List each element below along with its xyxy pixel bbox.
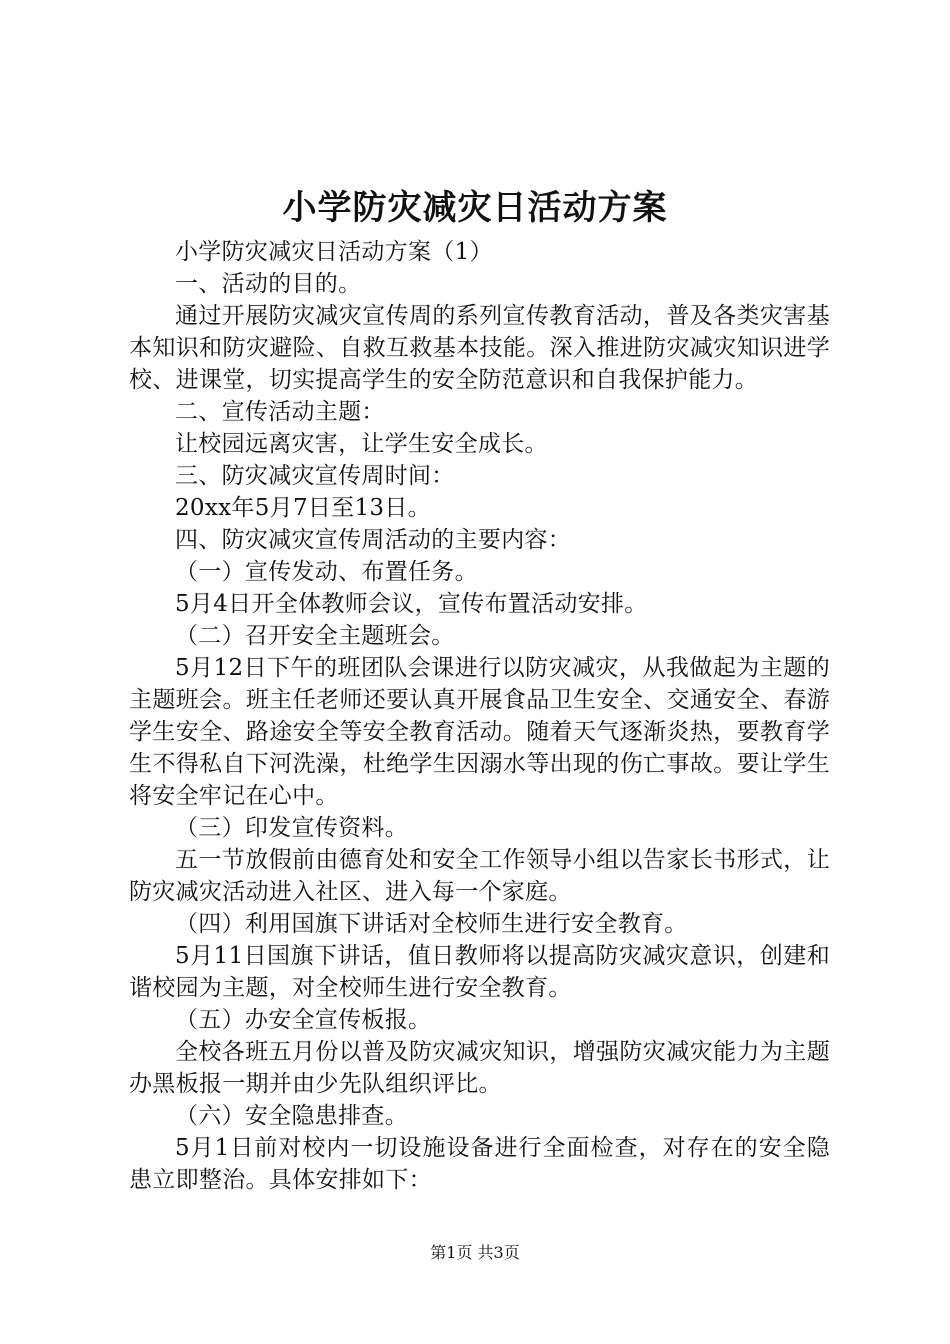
paragraph: 五一节放假前由德育处和安全工作领导小组以告家长书形式，让防灾减灾活动进入社区、进入每一个家庭。 [129, 847, 830, 905]
paragraph: （一）宣传发动、布置任务。 [175, 559, 478, 585]
paragraph: 三、防灾减灾宣传周时间： [175, 463, 455, 489]
document-body [129, 236, 830, 1196]
document-title: 小学防灾减灾日活动方案 [282, 188, 668, 228]
paragraph: 5月4日开全体教师会议，宣传布置活动安排。 [175, 591, 648, 617]
paragraph: 5月12日下午的班团队会课进行以防灾减灾，从我做起为主题的主题班会。班主任老师还要认真开展食品卫生安全、交通安全、春游学生安全、路途安全等安全教育活动。随着天气逐渐炎热，要教育学生不得私自下河洗澡，杜绝学生因溺水等出现的伤亡事故。要让学生将安全牢记在心中。 [129, 655, 830, 809]
paragraph: 小学防灾减灾日活动方案（1） [175, 239, 493, 265]
paragraph: （三）印发宣传资料。 [175, 815, 408, 841]
paragraph: （五）办安全宣传板报。 [175, 1007, 432, 1033]
paragraph: 通过开展防灾减灾宣传周的系列宣传教育活动，普及各类灾害基本知识和防灾避险、自救互救基本技能。深入推进防灾减灾知识进学校、进课堂，切实提高学生的安全防范意识和自我保护能力。 [129, 303, 830, 393]
paragraph: （四）利用国旗下讲话对全校师生进行安全教育。 [175, 911, 688, 937]
paragraph: （二）召开安全主题班会。 [175, 623, 455, 649]
paragraph: 20xx年5月7日至13日。 [175, 495, 431, 521]
paragraph: 四、防灾减灾宣传周活动的主要内容： [175, 527, 572, 553]
page-footer: 第1页 共3页 [430, 1243, 520, 1262]
paragraph: 二、宣传活动主题： [175, 399, 385, 425]
paragraph: 全校各班五月份以普及防灾减灾知识，增强防灾减灾能力为主题办黑板报一期并由少先队组织评比。 [129, 1039, 830, 1097]
paragraph: 一、活动的目的。 [175, 271, 362, 297]
paragraph: 5月11日国旗下讲话，值日教师将以提高防灾减灾意识，创建和谐校园为主题，对全校师生进行安全教育。 [129, 943, 830, 1001]
paragraph: （六）安全隐患排查。 [175, 1103, 408, 1129]
paragraph: 5月1日前对校内一切设施设备进行全面检查，对存在的安全隐患立即整治。具体安排如下： [129, 1135, 830, 1193]
paragraph: 让校园远离灾害，让学生安全成长。 [175, 431, 548, 457]
